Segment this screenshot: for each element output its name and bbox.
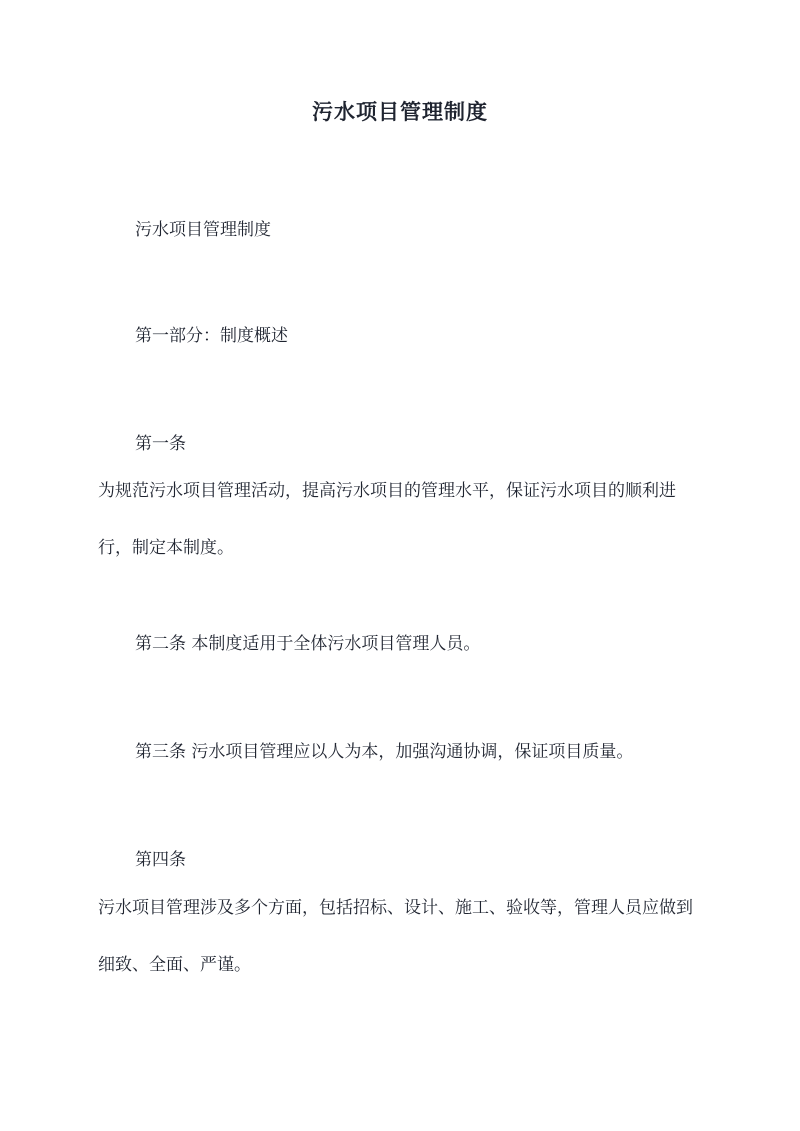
document-title: 污水项目管理制度 [312,99,488,124]
article-4-heading: 第四条 [135,850,186,870]
article-1-body: 为规范污水项目管理活动，提高污水项目的管理水平，保证污水项目的顺利进行，制定本制度。 [98,481,676,558]
section-heading: 第一部分：制度概述 [135,326,288,346]
article-3: 第三条 污水项目管理应以人为本，加强沟通协调，保证项目质量。 [135,742,634,762]
article-2: 第二条 本制度适用于全体污水项目管理人员。 [135,634,481,654]
subtitle-paragraph: 污水项目管理制度 [135,220,271,240]
article-4-body: 污水项目管理涉及多个方面，包括招标、设计、施工、验收等，管理人员应做到细致、全面、严谨。 [98,898,693,975]
article-1-heading: 第一条 [135,434,186,454]
